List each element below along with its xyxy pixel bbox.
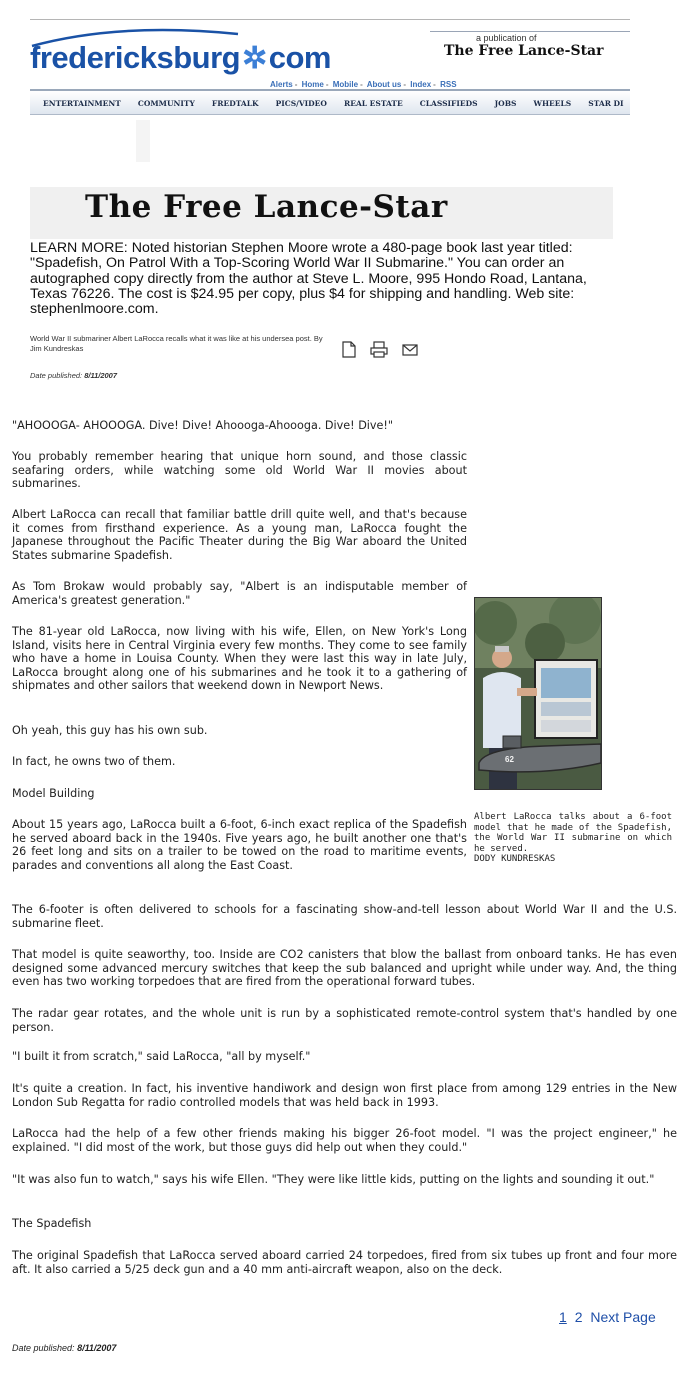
article-paragraph: In fact, he owns two of them. <box>12 755 176 768</box>
article-paragraph: "I built it from scratch," said LaRocca, "all by myself." <box>12 1050 311 1063</box>
nav-entertainment[interactable]: ENTERTAINMENT <box>43 99 121 108</box>
article-paragraph: That model is quite seaworthy, too. Inside are CO2 canisters that blow the ballast from onboard tanks. He has even designed some advanced mercury switches that keep the sub balanced and upright while under way. And, the thing even has two working torpedoes that are fired from the operational forward tubes. <box>12 948 677 988</box>
quick-links: Alerts - Home - Mobile - About us - Index - RSS <box>270 80 457 89</box>
article-paragraph: You probably remember hearing that unique horn sound, and those classic seafaring orders, while watching some old World War II movies about submarines. <box>12 450 467 490</box>
photo-caption <box>474 812 672 865</box>
date-value: 8/11/2007 <box>84 371 118 380</box>
quick-link-mobile[interactable]: Mobile <box>332 80 359 89</box>
ad-placeholder <box>136 120 150 162</box>
learn-more-note: LEARN MORE: Noted historian Stephen Moore wrote a 480-page book last year titled: "Spadefish, On Patrol With a Top-Scoring World War II Submarine." You can order an autographed copy directly from the author at Steve L. Moore, 995 Hondo Road, Lantana, Texas 76226. The cost is $24.95 per copy, plus $4 for shipping and handling. Web site: stephenlmoore.com. <box>30 240 587 318</box>
publication-divider <box>430 31 630 32</box>
nav-community[interactable]: COMMUNITY <box>137 99 195 108</box>
logo-text-left: fredericksburg <box>30 40 241 75</box>
next-page-link[interactable]: Next Page <box>590 1309 656 1325</box>
photo-credit: DODY KUNDRESKAS <box>474 854 556 864</box>
article-photo[interactable] <box>474 597 602 790</box>
article-paragraph: The radar gear rotates, and the whole unit is run by a sophisticated remote-control system that's handled by one person. <box>12 1007 677 1034</box>
star-icon: ✲ <box>242 42 267 75</box>
masthead-title: The Free Lance-Star <box>85 189 448 225</box>
date-published-bottom <box>12 1343 116 1353</box>
article-paragraph: About 15 years ago, LaRocca built a 6-foot, 6-inch exact replica of the Spadefish he served aboard back in the 1940s. Five years ago, he built another one that's 26 feet long and sits on a trailer to be towed on the road to maritime events, parades and conventions all along the East Coast. <box>12 818 467 872</box>
article-paragraph: The 81-year old LaRocca, now living with his wife, Ellen, on New York's Long Island, visits here in Central Virginia every few months. They come to see family who have a home in Louisa County. When they were last this way in late July, LaRocca brought along one of his submarines and he took it to a gathering of shipmates and other sailors that weekend down in Newport News. <box>12 625 467 692</box>
main-nav <box>30 89 630 115</box>
nav-classifieds[interactable]: CLASSIFIEDS <box>419 99 478 108</box>
article-paragraph: "It was also fun to watch," says his wife Ellen. "They were like little kids, putting on the lights and sounding it out." <box>12 1173 655 1186</box>
email-icon[interactable] <box>402 344 418 356</box>
photo-caption-text: Albert LaRocca talks about a 6-foot model that he made of the Spadefish, the World War II submarine on which he served. <box>474 812 672 854</box>
article-paragraph: Oh yeah, this guy has his own sub. <box>12 724 208 737</box>
quick-link-about[interactable]: About us <box>366 80 402 89</box>
nav-fredtalk[interactable]: FREDTALK <box>211 99 259 108</box>
date-published-top <box>30 371 117 380</box>
quick-link-index[interactable]: Index <box>410 80 432 89</box>
logo-text-right: com <box>268 40 331 75</box>
nav-jobs[interactable]: JOBS <box>494 99 517 108</box>
article-paragraph: The 6-footer is often delivered to schools for a fascinating show-and-tell lesson about World War II and the U.S. submarine fleet. <box>12 903 677 930</box>
article-paragraph: "AHOOOGA- AHOOOGA. Dive! Dive! Ahoooga-Ahoooga. Dive! Dive!" <box>12 419 394 432</box>
publication-name[interactable]: The Free Lance-Star <box>444 43 604 59</box>
article-summary: World War II submariner Albert LaRocca recalls what it was like at his undersea post. By Jim Kundreskas <box>30 334 323 353</box>
quick-link-rss[interactable]: RSS <box>440 80 457 89</box>
nav-real-estate[interactable]: REAL ESTATE <box>344 99 403 108</box>
photo-illustration <box>475 598 602 790</box>
quick-link-home[interactable]: Home <box>301 80 324 89</box>
article-paragraph: The original Spadefish that LaRocca served aboard carried 24 torpedoes, fired from six tubes up front and four more aft. It also carried a 5/25 deck gun and a 40 mm anti-aircraft weapon, also on the deck. <box>12 1249 677 1276</box>
hull-number: 62 <box>505 755 514 764</box>
date-label-bottom: Date published: <box>12 1343 75 1353</box>
section-heading-spadefish: The Spadefish <box>12 1217 92 1230</box>
article-paragraph: Albert LaRocca can recall that familiar battle drill quite well, and that's because it comes from firsthand experience. As a young man, LaRocca fought the Japanese throughout the Pacific Theater during the Big War aboard the United States submarine Spadefish. <box>12 508 467 562</box>
quick-link-alerts[interactable]: Alerts <box>270 80 293 89</box>
page-2-link[interactable]: 2 <box>574 1309 583 1325</box>
nav-wheels[interactable]: WHEELS <box>533 99 572 108</box>
section-heading-model-building: Model Building <box>12 787 95 800</box>
pagination <box>559 1309 660 1325</box>
date-label: Date published: <box>30 371 83 380</box>
page-1-link[interactable]: 1 <box>559 1309 567 1325</box>
article-paragraph: LaRocca had the help of a few other friends making his bigger 26-foot model. "I was the project engineer," he explained. "I did most of the work, but those guys did help out when they could." <box>12 1127 677 1154</box>
nav-star-directory[interactable]: STAR DI <box>588 99 624 108</box>
publication-tagline: a publication of <box>476 33 537 43</box>
print-icon[interactable] <box>370 341 388 358</box>
document-icon[interactable] <box>342 341 356 358</box>
nav-pics-video[interactable]: PICS/VIDEO <box>275 99 327 108</box>
top-divider <box>30 19 630 20</box>
site-logo[interactable] <box>30 40 331 76</box>
date-value-bottom: 8/11/2007 <box>77 1343 117 1353</box>
article-paragraph: As Tom Brokaw would probably say, "Albert is an indisputable member of America's greatest generation." <box>12 580 467 607</box>
article-paragraph: It's quite a creation. In fact, his inventive handiwork and design won first place from among 129 entries in the New London Sub Regatta for radio controlled models that was held back in 1993. <box>12 1082 677 1109</box>
